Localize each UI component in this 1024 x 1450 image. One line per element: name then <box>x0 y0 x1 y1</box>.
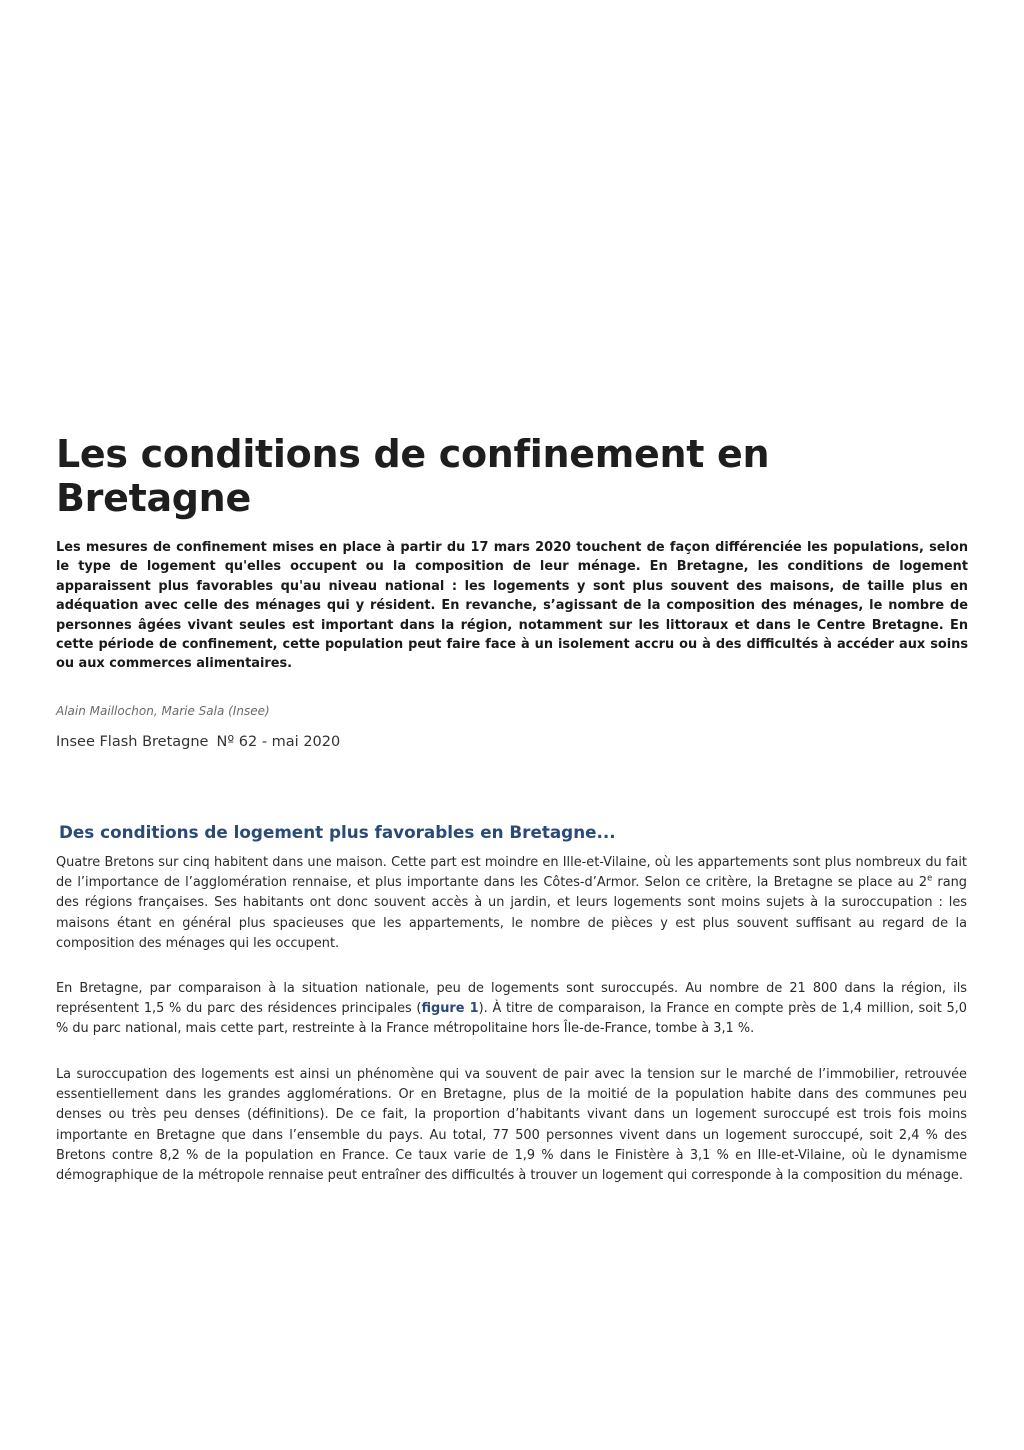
paragraph-2-text-start: En Bretagne, par comparaison à la situation nationale, peu de logements sont suroccupés. Au nombre de 21 800 dans la région, ils représentent 1,5 % du parc des résidences principales ( <box>56 981 967 1017</box>
article-title <box>56 432 968 520</box>
publication-info <box>56 732 340 752</box>
article-authors: Alain Maillochon, Marie Sala (Insee) <box>56 704 270 718</box>
figure-1-link[interactable]: figure 1 <box>421 1001 479 1017</box>
section-paragraph-2 <box>56 979 967 1040</box>
paragraph-1-text-start: Quatre Bretons sur cinq habitent dans une maison. Cette part est moindre en Ille-et-Vilaine, où les appartements sont plus nombreux du fait de l’importance de l’agglomération rennaise, et plus importante dans les Côtes-d’Armor. Selon ce critère, la Bretagne se place au 2 <box>56 855 967 891</box>
publication-series: Insee Flash Bretagne <box>56 734 209 750</box>
section-title: Des conditions de logement plus favorables en Bretagne... <box>59 822 616 842</box>
article-abstract: Les mesures de confinement mises en place à partir du 17 mars 2020 touchent de façon différenciée les populations, selon le type de logement qu'elles occupent ou la composition de leur ménage. En Bretagne, les conditions de logement apparaissent plus favorables qu'au niveau national : les logements y sont plus souvent des maisons, de taille plus en adéquation avec celle des ménages qui y résident. En revanche, s’agissant de la composition des ménages, le nombre de personnes âgées vivant seules est important dans la région, notamment sur les littoraux et dans le Centre Bretagne. En cette période de confinement, cette population peut faire face à un isolement accru ou à des difficultés à accéder aux soins ou aux commerces alimentaires. <box>56 540 968 672</box>
article-title-line-1: Les conditions de confinement en <box>56 432 770 476</box>
article-title-line-2: Bretagne <box>56 476 251 520</box>
paragraph-1-text-end: rang des régions françaises. Ses habitants ont donc souvent accès à un jardin, et leurs logements sont moins sujets à la suroccupation : les maisons étant en général plus spacieuses que les appartements, le nombre de pièces y est plus souvent suffisant au regard de la composition des ménages qui les occupent. <box>56 875 967 951</box>
paragraph-2-text-end: ). À titre de comparaison, la France en compte près de 1,4 million, soit 5,0 % du parc national, mais cette part, restreinte à la France métropolitaine hors Île-de-France, tombe à 3,1 %. <box>56 1001 967 1037</box>
document-page <box>56 0 968 1450</box>
ordinal-superscript: e <box>927 872 933 883</box>
publication-number: Nº 62 - mai 2020 <box>216 734 341 750</box>
section-paragraph-3: La suroccupation des logements est ainsi un phénomène qui va souvent de pair avec la tension sur le marché de l’immobilier, retrouvée essentiellement dans les grandes agglomérations. Or en Bretagne, plus de la moitié de la population habite dans des communes peu denses ou très peu denses (définitions). De ce fait, la proportion d’habitants vivant dans un logement suroccupé est trois fois moins importante en Bretagne que dans l’ensemble du pays. Au total, 77 500 personnes vivent dans un logement suroccupé, soit 2,4 % des Bretons contre 8,2 % de la population en France. Ce taux varie de 1,9 % dans le Finistère à 3,1 % en Ille-et-Vilaine, où le dynamisme démographique de la métropole rennaise peut entraîner des difficultés à trouver un logement qui corresponde à la composition du ménage. <box>56 1067 967 1184</box>
section-paragraph-1 <box>56 853 967 954</box>
